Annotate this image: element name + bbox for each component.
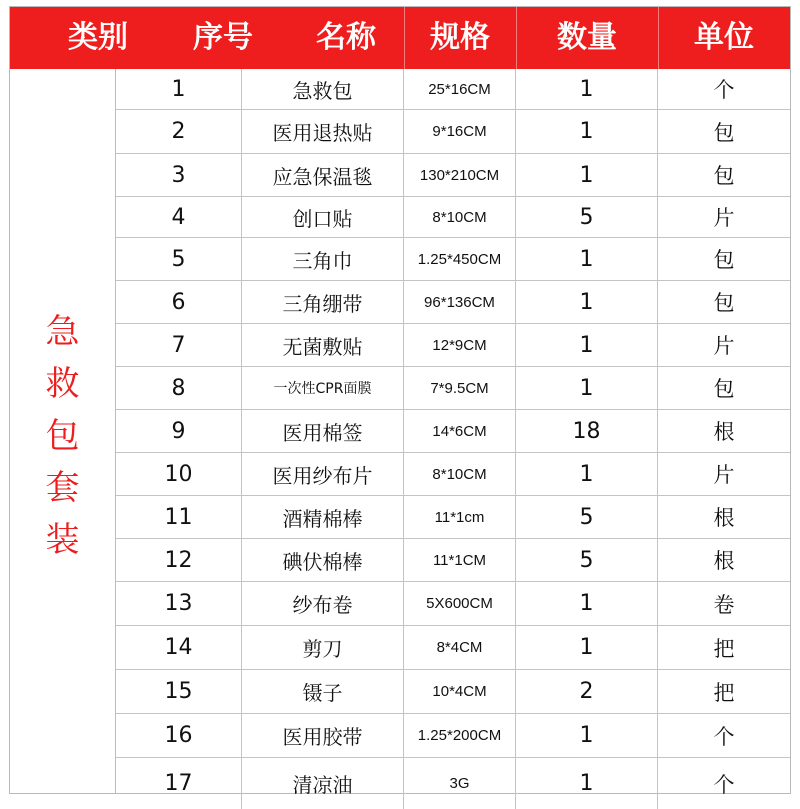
table-row	[116, 453, 790, 496]
category-column	[10, 69, 116, 793]
item-number: 4	[116, 197, 242, 237]
item-number: 17	[116, 758, 242, 809]
item-unit: 把	[713, 680, 735, 705]
item-unit: 根	[713, 506, 735, 530]
item-unit: 片	[713, 463, 735, 487]
table-row	[116, 154, 790, 197]
item-quantity: 1	[516, 324, 658, 366]
item-quantity: 5	[516, 496, 658, 538]
item-number: 2	[116, 110, 242, 153]
item-unit: 个	[713, 724, 735, 749]
item-quantity: 1	[516, 281, 658, 323]
table-row	[116, 324, 790, 367]
item-number: 7	[116, 324, 242, 366]
item-unit: 根	[713, 420, 735, 444]
item-quantity: 5	[516, 197, 658, 237]
item-name: 创口贴	[242, 197, 404, 237]
table-row	[116, 197, 790, 238]
item-spec: 130*210CM	[404, 154, 516, 196]
table-row	[116, 110, 790, 154]
item-spec: 1.25*450CM	[404, 238, 516, 280]
item-quantity: 1	[516, 758, 658, 809]
item-unit: 包	[713, 248, 735, 272]
item-name: 三角绷带	[242, 281, 404, 323]
item-number: 15	[116, 670, 242, 713]
item-name: 医用纱布片	[242, 453, 404, 495]
item-name: 碘伏棉棒	[242, 539, 404, 581]
header-number: 序号	[193, 20, 253, 55]
table-row	[116, 714, 790, 758]
item-name: 清凉油	[242, 758, 404, 809]
table-row	[116, 758, 790, 809]
item-unit: 个	[713, 78, 735, 102]
item-number: 16	[116, 714, 242, 757]
item-quantity: 1	[516, 714, 658, 757]
table-row	[116, 670, 790, 714]
item-quantity: 1	[516, 69, 658, 109]
item-spec: 8*10CM	[404, 453, 516, 495]
table-header	[10, 7, 790, 69]
item-unit: 包	[713, 120, 735, 145]
item-number: 6	[116, 281, 242, 323]
header-name: 名称	[316, 20, 376, 55]
item-name: 医用棉签	[242, 410, 404, 452]
table-row	[116, 69, 790, 110]
table-row	[116, 582, 790, 626]
item-unit: 片	[713, 334, 735, 358]
item-name: 医用退热贴	[242, 110, 404, 153]
table-row	[116, 367, 790, 410]
item-name: 急救包	[242, 69, 404, 109]
item-number: 1	[116, 69, 242, 109]
table-row	[116, 539, 790, 582]
item-quantity: 1	[516, 154, 658, 196]
item-quantity: 1	[516, 110, 658, 153]
item-name: 纱布卷	[242, 582, 404, 625]
item-unit: 包	[713, 164, 735, 188]
item-number: 8	[116, 367, 242, 409]
item-spec: 11*1cm	[404, 496, 516, 538]
item-quantity: 2	[516, 670, 658, 713]
item-number: 5	[116, 238, 242, 280]
header-unit: 单位	[694, 20, 754, 55]
item-number: 9	[116, 410, 242, 452]
item-number: 3	[116, 154, 242, 196]
table-row	[116, 410, 790, 453]
item-spec: 12*9CM	[404, 324, 516, 366]
item-unit: 包	[713, 291, 735, 315]
item-name: 剪刀	[242, 626, 404, 669]
table-row	[116, 626, 790, 670]
item-name: 镊子	[242, 670, 404, 713]
item-name: 酒精棉棒	[242, 496, 404, 538]
item-number: 12	[116, 539, 242, 581]
item-name: 无菌敷贴	[242, 324, 404, 366]
table-row	[116, 496, 790, 539]
item-spec: 8*4CM	[404, 626, 516, 669]
item-spec: 5X600CM	[404, 582, 516, 625]
item-spec: 96*136CM	[404, 281, 516, 323]
item-unit: 卷	[713, 592, 735, 617]
item-quantity: 18	[516, 410, 658, 452]
item-quantity: 1	[516, 453, 658, 495]
item-spec: 1.25*200CM	[404, 714, 516, 757]
header-spec: 规格	[430, 20, 490, 55]
table-body	[116, 69, 790, 809]
item-spec: 11*1CM	[404, 539, 516, 581]
item-name: 医用胶带	[242, 714, 404, 757]
item-number: 13	[116, 582, 242, 625]
header-category: 类别	[68, 20, 128, 55]
item-name: 一次性CPR面膜	[242, 367, 404, 409]
item-unit: 根	[713, 549, 735, 573]
item-unit: 片	[713, 206, 735, 230]
item-quantity: 1	[516, 367, 658, 409]
item-spec: 8*10CM	[404, 197, 516, 237]
item-name: 应急保温毯	[242, 154, 404, 196]
table-row	[116, 238, 790, 281]
item-unit: 包	[713, 377, 735, 401]
item-number: 14	[116, 626, 242, 669]
item-spec: 14*6CM	[404, 410, 516, 452]
item-number: 11	[116, 496, 242, 538]
item-spec: 9*16CM	[404, 110, 516, 153]
item-quantity: 1	[516, 582, 658, 625]
item-quantity: 1	[516, 238, 658, 280]
item-spec: 7*9.5CM	[404, 367, 516, 409]
item-quantity: 5	[516, 539, 658, 581]
item-spec: 3G	[404, 758, 516, 809]
item-number: 10	[116, 453, 242, 495]
first-aid-kit-table	[9, 6, 791, 797]
category-label: 急救包套装	[45, 312, 80, 560]
item-spec: 25*16CM	[404, 69, 516, 109]
table-row	[116, 281, 790, 324]
item-spec: 10*4CM	[404, 670, 516, 713]
item-unit: 个	[713, 772, 735, 797]
item-name: 三角巾	[242, 238, 404, 280]
header-quantity: 数量	[557, 20, 617, 55]
item-quantity: 1	[516, 626, 658, 669]
item-unit: 把	[713, 636, 735, 661]
